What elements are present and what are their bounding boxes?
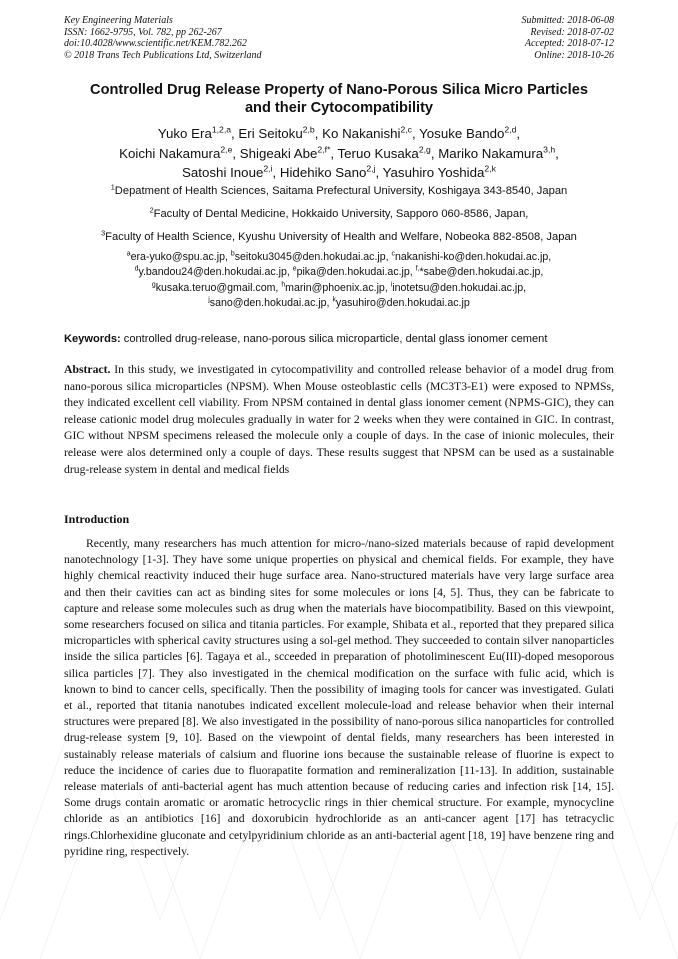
email-line [30, 296, 648, 311]
email-sup: d [134, 265, 139, 273]
author-affil-sup: 2,j [366, 163, 376, 174]
email-address: yasuhiro@den.hokudai.ac.jp [335, 296, 470, 309]
email-sup: j [208, 296, 210, 304]
author-affil-sup: 2,k [484, 163, 496, 174]
title-line: Controlled Drug Release Property of Nano-Porous Silica Micro Particles [90, 82, 588, 98]
journal-issn: ISSN: 1662-9795, Vol. 782, pp 262-267 [64, 26, 222, 38]
email-address: y.bandou24@den.hokudai.ac.jp, [138, 266, 293, 279]
author-name: Yuko Era [157, 126, 212, 141]
email-address: marin@phoenix.ac.jp, [285, 281, 391, 294]
publication-dates [522, 15, 615, 61]
author-affil-sup: 2,b [302, 124, 315, 135]
email-sup: g [151, 281, 156, 289]
author-affil-sup: 2,i [263, 163, 273, 174]
email-address: era-yuko@spu.ac.jp, [130, 251, 231, 263]
email-address: nakanishi-ko@den.hokudai.ac.jp, [394, 251, 552, 263]
email-line [30, 265, 648, 280]
email-sup: b [230, 250, 235, 258]
author-affil-sup: 2,g [418, 144, 431, 155]
affiliation-number: 1 [110, 182, 115, 192]
author-list [30, 124, 648, 183]
author-separator: , [516, 126, 521, 141]
title-line: and their Cytocompatibility [244, 100, 434, 116]
abstract-text: In this study, we investigated in cytocompativility and controlled release behavior of a model drug from nano-porous silica microparticles (NPSM). When Mouse osteoblastic cells (MC3T3-E1) were exposed to NPMSs, they indicated excellent cell viability. From NPSM contained in dental glass ionomer cement (NPMS-GIC), they can release cationic model drug molecules gradually in water for 2 weeks when they were contained in GIC. In contrast, GIC without NPSM specimens released the molecule only a couple of days. In the case of inionic molecules, their release were alos determined only a couple of days. These results suggest that NPSM can be used as a sustainable drug-release system in dental and medical fields [64, 363, 614, 476]
author-affil-sup: 2,c [400, 124, 412, 135]
date-revised: Revised: 2018-07-02 [530, 26, 614, 38]
date-online: Online: 2018-10-26 [534, 49, 614, 61]
email-line [30, 281, 648, 296]
author-name: Hidehiko Sano [279, 165, 367, 180]
author-name: Mariko Nakamura [438, 145, 544, 161]
author-name: Eri Seitoku [238, 126, 303, 141]
keywords-label: Keywords: [64, 333, 121, 345]
affiliation [30, 230, 648, 244]
email-address: kusaka.teruo@gmail.com, [155, 281, 282, 294]
author-name: Yasuhiro Yoshida [382, 165, 485, 180]
author-separator: , [375, 165, 383, 180]
introduction-paragraph: Recently, many researchers has much attention for micro-/nano-sized materials because of rapid development nanotechnology [1-3]. They have some unique properties on physical and chemical fields. For example, they have highly chemical reactivity induced their huge surface area. Nano-structured materials have very large surface area and then their cavities can act as binding sites for some molecules or ions [4, 5]. Thus, they can be fabricate to capture and release some molecules such as drug when the materials have biocompatibility. Based on this viewpoint, some researchers focused on silica and titania particles. For example, Shibata et al., reported that they prepared silica microparticles with spherical cavity structures using a sol-gel method. They succeeded to contain silver nanoparticles inside the silica particles [6]. Tagaya et al., scceeded in preparation of photoliminescent Eu(III)-doped mesoporous silica particles [7]. They also investigated in the chemical modification on the surface with fulic acid, which is known to bind to cancer cells, specifically. Then the possibility of imaging tools for cancer was investigated. Gulati et al., reported that titania nanotubes indicated excellent molecule-load and release behavior when their internal structures were prepared [8]. We also investigated in the possibility of nano-porous silica nanoparticles for controlled drug-release system [9, 10]. Based on the viewpoint of dental fields, many researchers has been interested in sustainably release materials of calsium and fluorine ions because the sustainable release of fluorine is expect to reduce the incidence of caries due to fluorapatite formation and remineralization [11-13]. In addition, sustainable release materials of anti-bacterial agent has much attention because of reducing caries and infection risk [14, 15]. Some drugs contain aromatic or aromatic hetrocyclic rings in thier chemical structure. For example, mynocycline chloride as an antibiotics [16] and doxorubicin hydrochloride as an anti-cancer agent [17] has tetracyclic rings.Chlorhexidine gluconate and cetylpyridinium chloride as an anti-bacterial agent [18, 19] have benzene ring and pyridine ring, respectively. [64, 537, 614, 858]
author-affil-sup: 2,f* [317, 144, 331, 155]
author-separator: , [272, 165, 280, 180]
affiliation-text: Faculty of Health Science, Kyushu University of Health and Welfare, Nobeoka 882-8508, Japan [105, 231, 577, 243]
email-sup: i [390, 281, 393, 289]
author-separator: , [231, 126, 239, 141]
author-separator: , [411, 126, 420, 141]
author-line [30, 144, 648, 164]
affiliation-text: Faculty of Dental Medicine, Hokkaido University, Sapporo 060-8586, Japan, [153, 208, 529, 220]
email-address: sano@den.hokudai.ac.jp, [209, 296, 333, 309]
abstract-label: Abstract. [64, 363, 111, 376]
abstract [64, 362, 614, 478]
email-address: inotetsu@den.hokudai.ac.jp, [392, 281, 527, 294]
author-name: Yosuke Bando [419, 126, 505, 141]
author-affil-sup: 2,d [504, 124, 517, 135]
email-address: *sabe@den.hokudai.ac.jp, [419, 266, 544, 279]
author-separator: , [314, 126, 323, 141]
author-line [30, 163, 648, 183]
author-affil-sup: 2,e [220, 144, 233, 155]
affiliation [30, 207, 648, 221]
author-separator: , [232, 145, 240, 161]
email-sup: e [292, 265, 297, 273]
affiliation-number: 2 [149, 205, 154, 215]
email-sup: k [332, 296, 336, 304]
journal-info [64, 15, 262, 61]
author-name: Shigeaki Abe [239, 145, 318, 161]
author-name: Ko Nakanishi [322, 126, 401, 141]
paper-title [40, 81, 638, 117]
author-separator: , [430, 145, 439, 161]
author-separator: , [555, 145, 559, 161]
affiliation-number: 3 [101, 228, 106, 238]
date-accepted: Accepted: 2018-07-12 [524, 38, 614, 50]
author-affil-sup: 1,2,a [211, 124, 232, 135]
section-heading-introduction: Introduction [64, 512, 130, 526]
keywords [64, 332, 624, 346]
email-address: seitoku3045@den.hokudai.ac.jp, [234, 251, 392, 263]
author-affil-sup: 3,h [543, 144, 556, 155]
author-separator: , [330, 145, 338, 161]
email-sup: a [126, 250, 131, 258]
journal-doi: doi:10.4028/www.scientific.net/KEM.782.262 [64, 38, 247, 50]
affiliation [30, 184, 648, 198]
email-list [30, 250, 648, 311]
affiliation-text: Depatment of Health Sciences, Saitama Prefectural University, Koshigaya 343-8540, Japan [114, 185, 568, 197]
journal-name: Key Engineering Materials [64, 15, 173, 26]
date-submitted: Submitted: 2018-06-08 [521, 15, 614, 26]
email-sup: h [281, 281, 286, 289]
email-sup: c [391, 250, 395, 258]
author-line [30, 124, 648, 144]
author-name: Satoshi Inoue [182, 165, 264, 180]
email-line [30, 250, 648, 265]
keywords-text: controlled drug-release, nano-porous silica microparticle, dental glass ionomer cement [120, 333, 548, 345]
author-name: Teruo Kusaka [337, 145, 419, 161]
email-address: pika@den.hokudai.ac.jp, [296, 266, 416, 279]
author-name: Koichi Nakamura [119, 145, 221, 161]
journal-copyright: © 2018 Trans Tech Publications Ltd, Switzerland [64, 49, 262, 61]
email-sup: f, [415, 265, 420, 273]
